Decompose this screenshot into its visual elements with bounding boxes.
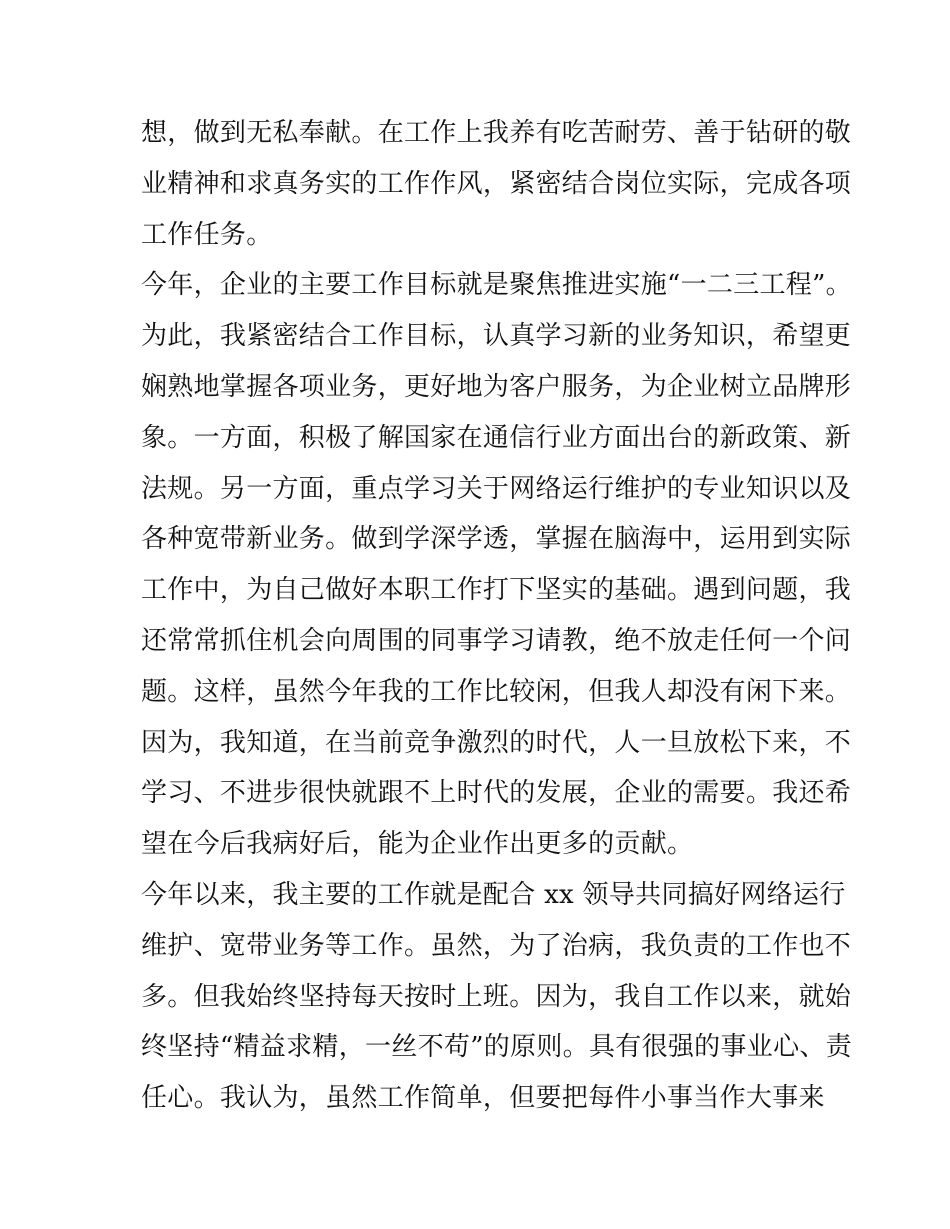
text-line: 因为，我知道，在当前竞争激烈的时代，人一旦放松下来，不	[141, 727, 852, 758]
text-line: 业精神和求真务实的工作作风，紧密结合岗位实际，完成各项	[141, 168, 852, 199]
text-line: 望在今后我病好后，能为企业作出更多的贡献。	[141, 829, 694, 860]
text-line: 工作任务。	[141, 219, 273, 250]
text-line: 维护、宽带业务等工作。虽然，为了治病，我负责的工作也不	[141, 930, 852, 961]
text-line: 题。这样，虽然今年我的工作比较闲，但我人却没有闲下来。	[141, 676, 852, 707]
text-line: 工作中，为自己做好本职工作打下坚实的基础。遇到问题，我	[141, 575, 852, 606]
text-line: 想，做到无私奉献。在工作上我养有吃苦耐劳、善于钻研的敬	[141, 118, 852, 148]
body-text	[141, 108, 852, 1124]
text-line: 终坚持“精益求精，一丝不苟”的原则。具有很强的事业心、责	[141, 1032, 852, 1063]
text-line: 法规。另一方面，重点学习关于网络运行维护的专业知识以及	[141, 473, 852, 504]
text-line: 象。一方面，积极了解国家在通信行业方面出台的新政策、新	[141, 422, 852, 453]
text-line: 还常常抓住机会向周围的同事学习请教，绝不放走任何一个问	[141, 625, 852, 656]
text-line: 多。但我始终坚持每天按时上班。因为，我自工作以来，就始	[141, 981, 852, 1012]
text-line: 任心。我认为，虽然工作简单，但要把每件小事当作大事来	[141, 1083, 825, 1114]
text-line: 今年，企业的主要工作目标就是聚焦推进实施“一二三工程”。	[141, 270, 852, 301]
text-line: 学习、不进步很快就跟不上时代的发展，企业的需要。我还希	[141, 778, 852, 809]
text-line: 为此，我紧密结合工作目标，认真学习新的业务知识，希望更	[141, 321, 852, 352]
text-line: 今年以来，我主要的工作就是配合 xx 领导共同搞好网络运行	[141, 879, 846, 910]
text-line: 娴熟地掌握各项业务，更好地为客户服务，为企业树立品牌形	[141, 371, 852, 402]
text-line: 各种宽带新业务。做到学深学透，掌握在脑海中，运用到实际	[141, 524, 852, 555]
